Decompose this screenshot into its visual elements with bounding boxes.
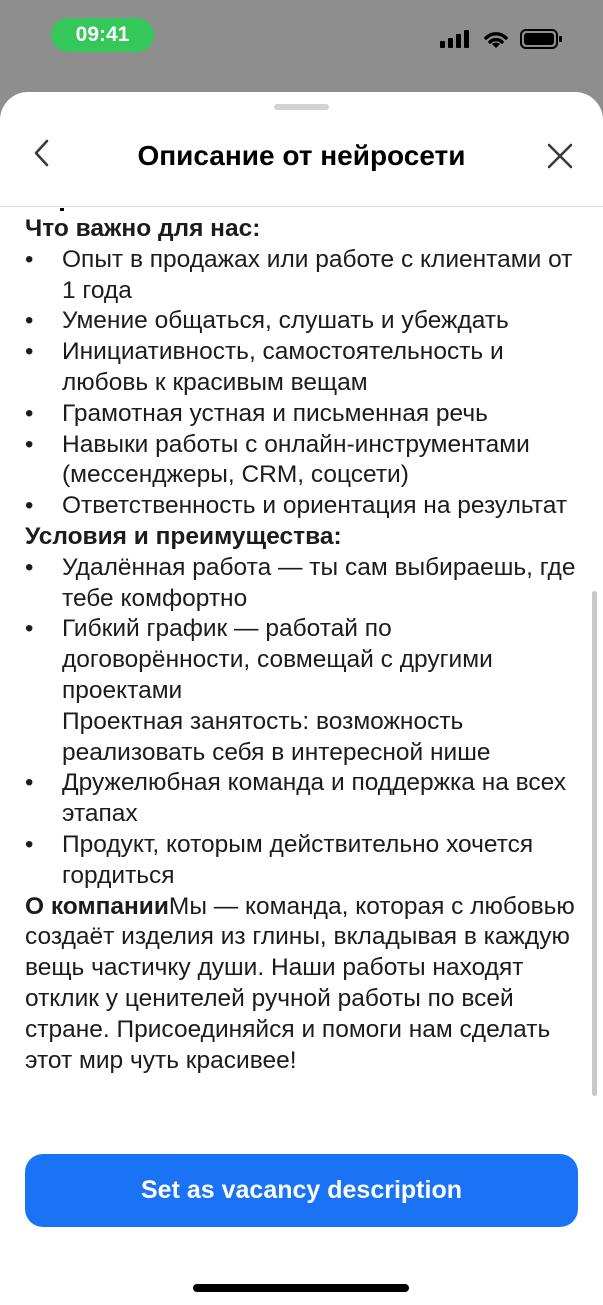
page-title: Описание от нейросети	[137, 140, 466, 171]
back-button[interactable]	[24, 136, 58, 170]
sheet-header	[0, 110, 603, 207]
signal-icon	[440, 30, 472, 48]
description-scroll-area[interactable]	[0, 208, 603, 1168]
close-button[interactable]	[540, 136, 580, 176]
company-heading: О компании	[25, 892, 169, 920]
list-item: • Опыт в продажах или работе с клиентами от 1 года	[25, 245, 573, 304]
requirements-heading: Что важно для нас:	[25, 215, 261, 242]
list-item: • Навыки работы с онлайн-инструментами (мессенджеры, CRM, соцсети)	[25, 430, 530, 489]
list-item-continuation: Проектная занятость: возможность реализовать себя в интересной нише	[62, 707, 491, 766]
list-item: • Дружелюбная команда и поддержка на всех этапах	[25, 769, 567, 828]
wifi-icon	[482, 28, 510, 50]
list-item: • Ответственность и ориентация на результат	[25, 492, 568, 520]
benefits-heading: Условия и преимущества:	[25, 522, 342, 550]
list-item: • Грамотная устная и письменная речь	[25, 399, 488, 427]
clipped-text-fragment	[60, 208, 64, 211]
battery-icon	[520, 29, 562, 49]
list-item: • Умение общаться, слушать и убеждать	[25, 307, 509, 335]
back-chevron-icon	[32, 138, 50, 168]
scrollbar[interactable]	[592, 591, 597, 1096]
home-indicator[interactable]	[193, 1284, 409, 1292]
close-icon	[546, 142, 574, 170]
company-text: Мы — команда, которая с любовью создаёт изделия из глины, вкладывая в каждую вещь частичку души. Наши работы находят отклик у ценителей ручной работы по всей стране. Присоединяйся и помоги нам сделать этот мир чуть красивее!	[25, 892, 575, 1074]
set-description-button[interactable]: Set as vacancy description	[25, 1154, 578, 1227]
list-item: • Продукт, которым действительно хочется гордиться	[25, 830, 534, 889]
status-time: 09:41	[51, 18, 154, 52]
list-item: • Инициативность, самостоятельность и любовь к красивым вещам	[25, 338, 504, 396]
list-item: • Гибкий график — работай по договорённости, совмещай с другими проектами	[25, 615, 493, 704]
status-bar	[0, 0, 603, 80]
list-item: • Удалённая работа — ты сам выбираешь, где тебе комфортно	[25, 553, 576, 612]
description-text	[25, 214, 577, 1076]
modal-sheet	[0, 92, 603, 1305]
company-paragraph	[25, 892, 577, 1077]
